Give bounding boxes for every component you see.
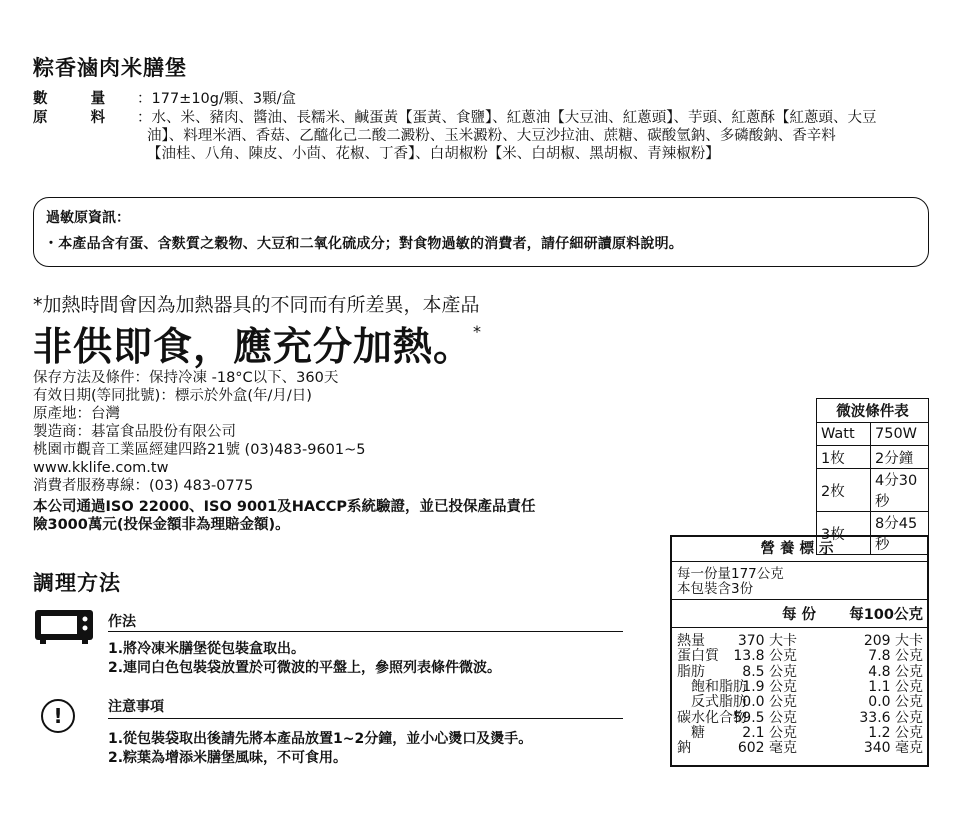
nutrient-per-100g: 340 毫克 xyxy=(863,740,923,757)
col-per-100g: 每100公克 xyxy=(849,607,923,623)
allergy-text: ・本產品含有蛋、含麩質之穀物、大豆和二氧化硫成分；對食物過敏的消費者，請仔細研讀原料說明。 xyxy=(44,236,683,252)
table-row xyxy=(672,665,927,680)
nutrient-name: 蛋白質 xyxy=(677,648,719,665)
cooking-title: 調理方法 xyxy=(33,571,121,595)
nutrient-per-100g: 1.1 公克 xyxy=(868,678,923,695)
product-title: 粽香滷肉米膳堡 xyxy=(33,56,187,80)
table-row xyxy=(672,711,927,726)
storage-line: 保存方法及條件：保持冷凍 -18°C以下、360天 xyxy=(33,370,339,386)
heating-notice: *加熱時間會因為加熱器具的不同而有所差異，本產品 xyxy=(33,294,480,316)
table-row: 3枚 8分45秒 xyxy=(817,512,929,555)
ingredients-line: ：水、米、豬肉、醬油、長糯米、鹹蛋黃【蛋黃、食鹽】、紅蔥油【大豆油、紅蔥頭】、芋頭、紅蔥酥【紅蔥頭、大豆 xyxy=(137,110,877,126)
servings-per-package: 本包裝含3份 xyxy=(677,581,754,597)
notes-divider xyxy=(108,718,623,719)
allergy-title: 過敏原資訊： xyxy=(46,210,130,226)
table-row xyxy=(672,634,927,649)
notes-step: 1.從包裝袋取出後請先將本產品放置1~2分鐘，並小心燙口及燙手。 xyxy=(108,731,533,747)
nutrient-per-100g: 1.2 公克 xyxy=(868,724,923,741)
notes-heading: 注意事項 xyxy=(108,699,164,715)
nutrient-per-serving: 59.5 公克 xyxy=(733,709,797,726)
nutrient-per-serving: 13.8 公克 xyxy=(733,648,797,665)
warning-text: 非供即食，應充分加熱。 xyxy=(33,325,474,370)
notes-steps xyxy=(108,730,532,768)
nutrition-divider xyxy=(672,599,927,600)
microwave-table-title: 微波條件表 xyxy=(817,399,929,423)
nutrient-per-100g: 4.8 公克 xyxy=(868,663,923,680)
method-divider xyxy=(108,631,623,632)
exclamation-icon: ! xyxy=(41,699,75,733)
certification-line: 險3000萬元(投保金額非為理賠金額)。 xyxy=(33,517,290,533)
microwave-table xyxy=(816,398,929,555)
nutrient-per-serving: 1.9 公克 xyxy=(742,678,797,695)
method-steps xyxy=(108,640,501,678)
storage-line: 消費者服務專線：(03) 483-0775 xyxy=(33,478,254,494)
nutrition-facts xyxy=(670,535,929,767)
nutrient-name: 熱量 xyxy=(677,633,705,649)
ingredients-line: 油】、料理米酒、香菇、乙醯化己二酸二澱粉、玉米澱粉、大豆沙拉油、蔗糖、碳酸氫鈉、多磷酸鈉、香辛料 xyxy=(147,128,836,144)
nutrient-per-serving: 602 毫克 xyxy=(737,740,797,757)
ingredients-label-b: 料 xyxy=(90,110,106,126)
nutrient-per-serving: 8.5 公克 xyxy=(742,663,797,680)
nutrition-title: 營養標示 xyxy=(672,537,927,562)
serving-size: 每一份量177公克 xyxy=(677,566,784,582)
table-row xyxy=(672,680,927,695)
method-heading: 作法 xyxy=(108,614,136,630)
nutrient-per-100g: 33.6 公克 xyxy=(859,709,923,726)
nutrient-per-100g: 209 大卡 xyxy=(863,633,923,649)
table-row xyxy=(672,649,927,664)
quantity-label-a: 數 xyxy=(33,91,48,107)
nutrient-per-100g: 0.0 公克 xyxy=(868,694,923,711)
storage-line: 桃園市觀音工業區經建四路21號 (03)483-9601~5 xyxy=(33,442,366,458)
quantity-value: ：177±10g/顆、3顆/盒 xyxy=(137,91,296,107)
nutrient-name: 脂肪 xyxy=(677,663,705,680)
col-per-serving: 每 份 xyxy=(782,607,817,623)
website: www.kklife.com.tw xyxy=(33,460,169,476)
table-row xyxy=(672,695,927,710)
ingredients-label-a: 原 xyxy=(33,110,48,126)
nutrient-per-serving: 0.0 公克 xyxy=(742,694,797,711)
microwave-icon xyxy=(34,608,94,646)
table-row xyxy=(672,726,927,741)
nutrient-name: 碳水化合物 xyxy=(677,709,747,726)
table-row: 1枚 2分鐘 xyxy=(817,446,929,469)
ingredients-value xyxy=(137,109,960,163)
method-step: 1.將冷凍米膳堡從包裝盒取出。 xyxy=(108,641,306,657)
not-ready-to-eat-warning xyxy=(33,316,482,372)
nutrient-name: 反式脂肪 xyxy=(677,694,747,711)
ingredients-line: 【油桂、八角、陳皮、小茴、花椒、丁香】、白胡椒粉【米、白胡椒、黑胡椒、青辣椒粉】 xyxy=(147,146,720,162)
nutrient-name: 飽和脂肪 xyxy=(677,678,747,695)
table-row: Watt 750W xyxy=(817,423,929,446)
table-row xyxy=(672,741,927,756)
nutrition-divider xyxy=(672,627,927,628)
notes-step: 2.粽葉為增添米膳堡風味，不可食用。 xyxy=(108,750,348,766)
nutrient-name: 鈉 xyxy=(677,740,691,757)
warning-mark: * xyxy=(473,322,483,341)
nutrient-per-100g: 7.8 公克 xyxy=(868,648,923,665)
nutrient-name: 糖 xyxy=(677,724,705,741)
method-step: 2.連同白色包裝袋放置於可微波的平盤上，參照列表條件微波。 xyxy=(108,660,502,676)
table-row: 2枚 4分30秒 xyxy=(817,469,929,512)
storage-line: 有效日期(等同批號)：標示於外盒(年/月/日) xyxy=(33,388,312,404)
allergy-box xyxy=(33,197,929,267)
certification-line: 本公司通過ISO 22000、ISO 9001及HACCP系統驗證，並已投保產品責任 xyxy=(33,499,536,515)
quantity-label-b: 量 xyxy=(90,91,106,107)
storage-line: 原產地：台灣 xyxy=(33,406,120,422)
storage-line: 製造商：碁富食品股份有限公司 xyxy=(33,424,236,440)
storage-info xyxy=(33,369,653,534)
nutrient-per-serving: 370 大卡 xyxy=(737,633,797,649)
nutrient-per-serving: 2.1 公克 xyxy=(742,724,797,741)
ingredients-row xyxy=(33,109,960,165)
